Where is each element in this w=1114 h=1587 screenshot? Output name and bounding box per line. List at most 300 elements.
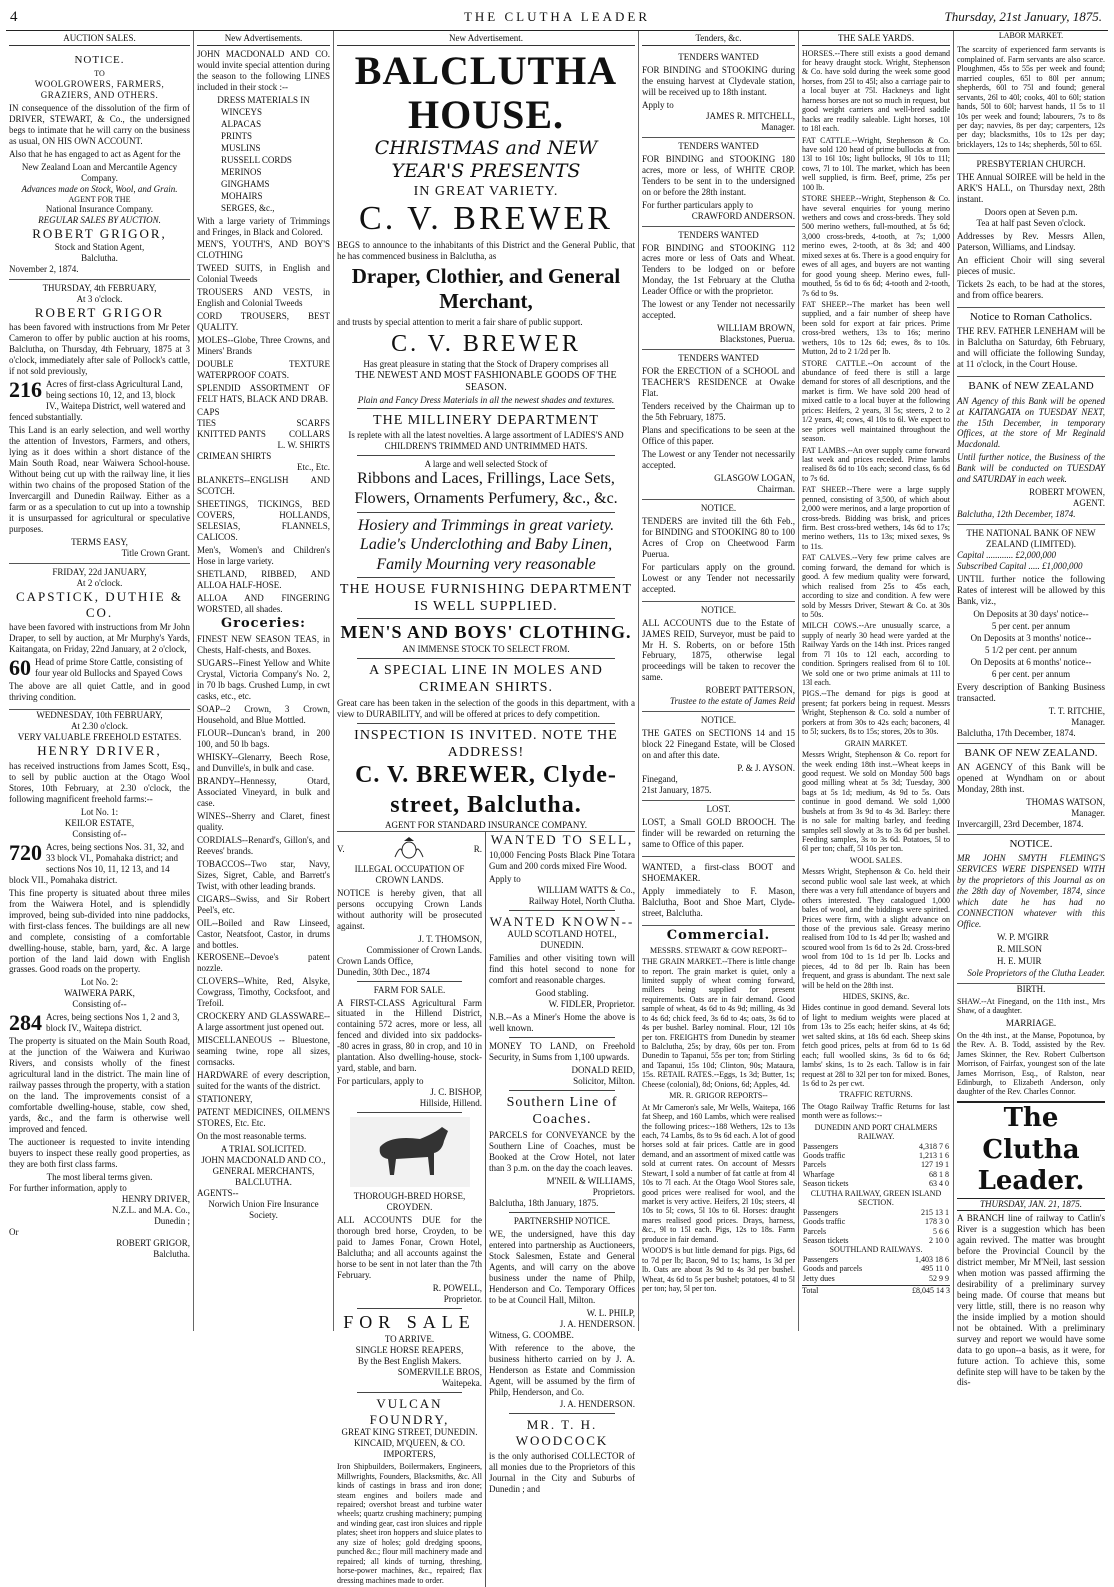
furnishing: THE HOUSE FURNISHING DEPARTMENT IS WELL SUPPLIED. [339, 582, 633, 615]
page-number: 4 [10, 9, 18, 25]
sale-yards-paragraph: FAT CATTLE.--Wright, Stephenson & Co. have sold 120 head of prime bullocks at from 13l to 16l 10s; light bullocks, 9l 10s to 11l; cows, 7l to 10l. The market, which has been well supplied, is firm. Beef, prime, 25s per 100 lb. [802, 135, 950, 192]
sale-yards-paragraph: STORE SHEEP.--Wright, Stephenson & Co. have several enquiries for young merino wethers and cows and cross-breds. They sold 500 merino wethers, full-mouthed, at 5s 6d; 3,000 cross-breds, 4-tooth, at 7s; 1,000 merino ewes, 2-tooth, at 8s 3d; and 400 mixed sexes at 6s. There is a good enquiry for ewes of all ages, and buyers are not wanting for good young sheep. Merino ewes, full-mouthed, 5s 6d to 6s 6d; 4-tooth and 2-tooth, 7s 6d to 9s. [802, 194, 950, 298]
notice-company: New Zealand Loan and Mercantile Agency Company. [21, 161, 178, 183]
moderate-terms: On the most reasonable terms. [197, 1131, 307, 1142]
trimmings: With a large variety of Trimmings and Fringes, in Black and Colored. [197, 215, 330, 237]
brewer-name: C. V. BREWER [359, 200, 613, 238]
report-title: MESSRS. STEWART & GOW REPORT-- [650, 945, 787, 955]
dress-item: MOHAIRS [221, 190, 263, 201]
acres-text: Acres, being sections Nos 1, 2 and 3, block IV., Waitepa district. [46, 1012, 180, 1034]
brewer-body: BEGS to announce to the inhabitants of this District and the General Public, that he has commenced business in Balclutha, as [337, 239, 635, 261]
vulcan-title: VULCAN FOUNDRY, [369, 1395, 450, 1427]
agent1-firm: N.Z.L. and M.A. Co., [112, 1204, 190, 1215]
sale-yards-list [802, 49, 950, 737]
traffic-label: Goods and parcels [803, 1264, 863, 1274]
wanted-body: 10,000 Fencing Posts Black Pine Totara Gum and 200 cords mixed Fire Wood. [489, 849, 635, 871]
wanted-sell: WANTED TO SELL, [490, 831, 634, 847]
bank1-body2: Until further notice, the Business of the Bank will be conducted on TUESDAY and SATURDAY in each week. [957, 452, 1105, 485]
sale-body: has been favored with instructions from Mr Peter Cameron to offer by public auction at his rooms, Balclutha, on Thursday, 4th February, 1875 at 3 o'clock, immediately after sale of Pollock's cattle, if not sold previously, [9, 322, 190, 377]
sale-time: At 3 o'clock. [76, 293, 123, 304]
tender-school [642, 350, 795, 500]
tender-body: FOR BINDING and STOOKING 180 acres, more or less, of WHITE CROP. Tenders to be sent in to the undersigned on or before the 28th instant. [642, 153, 795, 197]
grocery-item: KEROSENE--Devoe's patent nozzle. [197, 952, 330, 974]
hides-title: HIDES, SKINS, &c. [842, 992, 910, 1002]
caps-list [197, 407, 330, 473]
tender-body2: Tenders received by the Chairman up to the 5th February, 1875. [642, 401, 795, 423]
sale-yards-paragraph: HORSES.--There still exists a good demand for heavy draught stock. Wright, Stephenson & Co. have sold during the week some good horses, from 25l to 45l; also a carriage pair to a local buyer at 75l. Hackneys and light harness horses are not so much in request, but good weight carriers and well-bred saddle hacks are readily saleable. Light horses, 10l to 18l each. [802, 48, 950, 134]
column-head: Tenders, &c. [642, 31, 795, 46]
mens-clothing: MEN'S AND BOYS' CLOTHING. [340, 622, 632, 643]
bank2-body: UNTIL further notice the following Rates of interest will be allowed by this Bank, viz., [957, 574, 1105, 607]
known-body: Families and other visiting town will find this hotel second to none for comfort and reasonable charges. [489, 953, 635, 986]
sale-yards-paragraph: MILCH COWS.--Are unusually scarce, a supply of nearly 30 head were yarded at the Railway Yards on the 14th inst. Prices ranged from 7l 10s to 12l each, according to condition. Springers realised from 6l to 10l. We sold one or two prime animals at 11l to 13l each. [802, 621, 950, 688]
caps-row [197, 429, 330, 440]
traffic-amount: 63 4 0 [929, 1179, 949, 1189]
caps-row [197, 451, 330, 462]
wanted-sig2: Railway Hotel, North Clutha. [528, 895, 635, 906]
balclutha-title: BALCLUTHA HOUSE. [354, 47, 618, 137]
coaches-sig2: Proprietors. [592, 1187, 635, 1198]
blankets: BLANKETS--ENGLISH AND SCOTCH. [197, 474, 330, 496]
lot-acres [9, 379, 190, 423]
column-tenders [639, 31, 799, 1331]
underclothing: Ladie's Underclothing and Baby Linen, [359, 536, 613, 554]
notice-body: MR JOHN SMYTH FLEMING'S SERVICES WERE DISPENSED WITH by the proprietors of this Journal as on the 28th day of November, 1874, since which date he has had no CONNECTION whatever with this Office. [957, 853, 1105, 930]
standard-agent: AGENT FOR STANDARD INSURANCE COMPANY. [385, 819, 587, 830]
money-sig: DONALD REID, [571, 1065, 635, 1076]
partnership-title: PARTNERSHIP NOTICE. [513, 1215, 611, 1226]
crest-row [337, 835, 482, 864]
agency: Norwich Union Fire Insurance Society. [208, 1198, 319, 1220]
coaches-title: Southern Line of Coaches. [506, 1095, 618, 1128]
sale-further: For further information, apply to [9, 1182, 127, 1193]
wanted-body: WANTED, a first-class BOOT and SHOEMAKER. [642, 861, 795, 883]
rate-line: On Deposits at 3 months' notice-- [970, 632, 1092, 643]
traffic-row [802, 1151, 950, 1160]
sale-yards-title: THE SALE YARDS. [802, 31, 950, 46]
grocery-item: CIGARS--Swiss, and Sir Robert Peel's, etc. [197, 893, 330, 915]
lot1-acres [9, 839, 190, 886]
issue-date: Thursday, 21st January, 1875. [944, 9, 1102, 24]
dress-item: SERGES, &c., [221, 202, 275, 213]
commercial-heading: Commercial. [666, 927, 771, 943]
acres-number: 284 [9, 1010, 42, 1036]
traffic-label: Parcels [803, 1160, 827, 1170]
sale-yards-paragraph: FAT LAMBS.--An over supply came forward last week and prices receded. Prime lambs realised 8s 6d to 10s each; second class, 6s 6d to 7s 6d. [802, 445, 950, 483]
notice-title: NOTICE. [700, 604, 737, 615]
line3-title: SOUTHLAND RAILWAYS. [829, 1245, 923, 1255]
inspection: INSPECTION IS INVITED. NOTE THE ADDRESS! [354, 728, 618, 761]
notice-gates [642, 712, 795, 801]
lot1-name: KEILOR ESTATE, [64, 817, 135, 828]
macdonald-intro: JOHN MACDONALD AND CO. would invite special attention during the season to the following LINES included in their stock :-- [197, 48, 330, 92]
felt-hats: SPLENDID ASSORTMENT OF FELT HATS, BLACK AND DRAB. [197, 383, 330, 405]
national-bank [957, 525, 1105, 743]
lower-ads-right [486, 832, 635, 1587]
notice-to: TO [94, 69, 105, 79]
traffic-amount: 4,318 7 6 [919, 1141, 949, 1151]
known-sig: W. FIDLER, Proprietor. [548, 999, 635, 1010]
lot2-label: Lot No. 2: [80, 977, 119, 988]
tender-apply: Apply to [642, 99, 674, 110]
sale-yards-paragraph: STORE CATTLE.--On account of the abundance of feed there is still a large demand for stores of all descriptions, and the market is firm. We have sold 200 head of mixed cattle to a local buyer at the following prices: Heifers, 2 years, 3l 5s; steers, 2 to 2 1/2 years, 4l; cows, 4l 10s to 6l. We expect to see prices well maintained throughout the season. [802, 358, 950, 444]
grocery-item: SUGARS--Finest Yellow and White Crystal, Victoria Company's No. 2, in 70 lb bags. Crushed Lump, in cwt casks, etc., etc. [197, 658, 330, 702]
rate-line: 6 per cent. per annum [991, 668, 1071, 679]
proprietor-name: W. P. M'GIRR [997, 932, 1049, 943]
notice-body2: Also that he has engaged to act as Agent for the [9, 148, 181, 159]
grocery-item: TOBACCOS--Two star, Navy, Sizes, Sigret, Cable, and Barrett's Twist, with other leading brands. [197, 858, 330, 891]
bank2-date: Balclutha, 17th December, 1874. [957, 727, 1076, 738]
grain-title: GRAIN MARKET. [844, 738, 908, 748]
notice-regular: REGULAR SALES BY AUCTION. [38, 214, 161, 225]
horse-icon [350, 1117, 470, 1187]
presby-choir: An efficient Choir will sing several pieces of music. [957, 255, 1105, 276]
notice-insurance: National Insurance Company. [45, 203, 154, 214]
notice-date: 21st January, 1875. [642, 785, 712, 796]
traffic-label: Season tickets [803, 1179, 849, 1189]
partnership-sig2: J. A. HENDERSON. [559, 1318, 635, 1329]
sale-yards-paragraph: FAT CALVES.--Very few prime calves are coming forward, the demand for which is good. A few medium quality were forward, which realised from 25s to 45s each, according to size and condition. A few were sold by Messrs Driver, Stewart & Co. at 30s to 50s. [802, 553, 950, 619]
sale-scott [9, 710, 190, 1259]
macdonald-place: BALCLUTHA. [235, 1176, 292, 1187]
millinery: THE MILLINERY DEPARTMENT [373, 413, 599, 429]
traffic-total-label: Total [802, 1286, 819, 1296]
money-sig2: Solicitor, Milton. [573, 1076, 635, 1087]
traffic-label: Season tickets [803, 1235, 849, 1245]
tender-oats [642, 227, 795, 351]
bank1-role: AGENT. [1072, 498, 1105, 509]
sale-body2: The above are all quiet Cattle, and in good thriving condition. [9, 681, 190, 703]
trade-body: and trusts by special attention to merit a fair share of public support. [337, 316, 583, 327]
tender-body: FOR BINDING and STOOKING 112 acres more or less of Oats and Wheat. Tenders to be lodged on or before Monday, the 1st February at the Clutha Leader Office or with the proprietor. [642, 242, 795, 297]
auctioneer-name: HENRY DRIVER, [37, 743, 162, 759]
tender-sig2: Blackstones, Puerua. [719, 334, 795, 345]
grocery-item: MISCELLANEOUS -- Bluestone, seaming twine, rope all sizes, cornsacks. [197, 1035, 330, 1068]
royal-crest-icon [392, 835, 426, 864]
grain-body: Messrs Wright, Stephenson & Co. report for the week ending 18th inst.--Wheat keeps in good request. We sold on Monday 500 bags good milling wheat at 5s 3d; Tuesday, 300 bags at 5s 1d; medium, 4s 9d to 5s. Oats continue in good demand. We sold 1,000 bushels at from 3s 9d to 4s 3d. Barley: there is no sale for malting barley, and feeding samples sell slowly at 3s to 3s 6d per bushel. Feeding samples, 3s to 3s 6d. Potatoes, 5l to 6l per ton; chaff, 5l 10s per ton. [802, 750, 950, 854]
bank3-date: Invercargill, 23rd December, 1874. [957, 818, 1084, 829]
sale-invite: The auctioneer is requested to invite intending buyers to inspect these really good properties, as they are both first class farms. [9, 1137, 190, 1170]
agent1-place: Dunedin ; [154, 1215, 190, 1226]
traffic-table-1 [802, 1142, 950, 1189]
traffic-row [802, 1170, 950, 1179]
dress-heading: DRESS MATERIALS IN [217, 94, 310, 105]
lot-cattle [9, 657, 190, 679]
plain-fancy: Plain and Fancy Dress Materials in all the newest shades and textures. [357, 394, 615, 405]
grocery-item: BRANDY--Hennessy, Otard, Associated Vineyard, in bulk and case. [197, 775, 330, 808]
notice-body: TENDERS are invited till the 6th Feb., for BINDING and STOOKING 80 to 100 Acres of Crop on Cheetwood Farm Puerua. [642, 515, 795, 559]
waterproof: DOUBLE TEXTURE WATERPROOF COATS. [197, 359, 330, 381]
grocery-item: STATIONERY, [197, 1094, 253, 1105]
clothing: MEN'S, YOUTH'S, AND BOY'S CLOTHING [197, 239, 330, 261]
notice-role: Stock and Station Agent, [54, 241, 145, 252]
traffic-table-3 [802, 1255, 950, 1283]
vulcan-role: IMPORTERS, [383, 1449, 436, 1460]
tender-sig: CRAWFORD ANDERSON. [691, 210, 795, 221]
pigs-report: WOOD'S is but little demand for pigs. Pigs, 6d to 7d per lb; Bacon, 9d to 1s; hams, 1s 3d per lb. Oats are about 3s 9d to 4s 3d per bushel. Wheat, 4s 6d to 5s per bushel; potatoes, 4l to 5l per ton; hay, 5l per ton. [642, 1246, 795, 1293]
mourning: Family Mourning very reasonable [376, 555, 596, 573]
traffic-row [802, 1179, 950, 1188]
paper-title: THE CLUTHA LEADER [463, 9, 651, 24]
tender-title: TENDERS WANTED [678, 229, 759, 240]
occupation-date: Dunedin, 30th Dec., 1874 [337, 966, 430, 977]
sale-yards-paragraph: PIGS.--The demand for pigs is good at present; fat porkers being in request. Messrs Wright, Stephenson & Co. sold a number of porkers at from 30s to 42s each; baconers, 4l to 5l; suckers, 8s to 15s; stores, 20s to 30s. [802, 689, 950, 737]
lot1-consisting: Consisting of-- [72, 828, 127, 839]
tender-sig2: Chairman. [757, 483, 795, 494]
rate-line: 5 per cent. per annum [991, 620, 1071, 631]
money-to-land: MONEY TO LAND, on Freehold Security, in Sums from 1,100 upwards. [489, 1041, 635, 1063]
occupation-body: NOTICE is hereby given, that all persons occupying Crown Lands without authority will be prosecuted against. [337, 887, 482, 931]
notice-sig2: Trustee to the estate of James Reid [670, 696, 795, 707]
notice-sigs [957, 932, 1105, 967]
notice-addressee: WOOLGROWERS, FARMERS, GRAZIERS, AND OTHERS. [34, 78, 165, 100]
column-head: New Advertisement. [337, 31, 635, 46]
traffic-table-2 [802, 1208, 950, 1246]
cord-trousers: CORD TROUSERS, BEST QUALITY. [197, 311, 330, 333]
notice-body: IN consequence of the dissolution of the firm of DRIVER, STEWART, & Co., the undersigned begs to intimate that he will carry on the business as usual, ON HIS OWN ACCOUNT. [9, 102, 190, 146]
grocery-item: CORDIALS--Renard's, Gillon's, and Reeves' brands. [197, 834, 330, 856]
bank3-role: Manager. [1071, 807, 1105, 818]
bank-nz-kaitangata [957, 377, 1105, 525]
line1-title: DUNEDIN AND PORT CHALMERS RAILWAY. [814, 1122, 938, 1142]
moles-body: Great care has been taken in the selection of the goods in this department, with a view to DURABILITY, and will be offered at prices to defy competition. [337, 698, 635, 720]
notice-title: NOTICE. [74, 53, 125, 66]
clyde-street: C. V. BREWER, Clyde-street, Balclutha. [355, 762, 617, 818]
dress-item: RUSSELL CORDS [221, 154, 292, 165]
farm-body: A FIRST-CLASS Agricultural Farm situated in the Hillend District, containing 572 acres, more or less, all fenced and divided into six paddocks--80 acres in grass, 80 in crop, and 10 in plantation. Also dwelling-house, stock-yard, stable, and barn. [337, 997, 482, 1074]
sale-date: FRIDAY, 22d JANUARY, [52, 566, 147, 577]
tender-lowest: The Lowest or any Tender not necessarily accepted. [642, 448, 795, 470]
grocery-item: CROCKERY AND GLASSWARE--A large assortment just opened out. [197, 1011, 330, 1033]
known-nb: N.B.--As a Miner's Home the above is well known. [489, 1012, 635, 1034]
notice-advances: Advances made on Stock, Wool, and Grain. [21, 183, 178, 194]
coaches-body: PARCELS for CONVEYANCE by the Southern Line of Coaches, must be Booked at the Crow Hotel, not later than 3 p.m. on the day the coach leaves. [489, 1130, 635, 1174]
birth-body: SHAW.--At Finegand, on the 11th inst., Mrs Shaw, of a daughter. [957, 996, 1105, 1016]
head-number: 60 [9, 655, 31, 681]
catholic-title: Notice to Roman Catholics. [969, 310, 1093, 323]
auctioneer-name: ROBERT GRIGOR [34, 304, 165, 320]
traffic-row [802, 1142, 950, 1151]
fleming-notice [957, 835, 1105, 984]
acres-number: 216 [9, 377, 42, 403]
stock: Has great pleasure in stating that the Stock of Drapery comprises all [363, 359, 609, 370]
groceries-heading: Groceries: [221, 616, 306, 632]
sale-title: Title Crown Grant. [121, 547, 190, 558]
bank1-body: AN Agency of this Bank will be opened at KAITANGATA on TUESDAY NEXT, the 15th December, in temporary Offices, at the store of Mr Reginald Macdonald. [957, 395, 1105, 450]
traffic-label: Passengers [803, 1254, 839, 1264]
presby-title: PRESBYTERIAN CHURCH. [976, 159, 1086, 170]
lot2-name: WAIWERA PARK, [64, 988, 135, 999]
dress-item: WINCEYS [221, 106, 262, 117]
coaches-date: Balclutha, 18th January, 1875. [489, 1198, 599, 1208]
moles-crimean: A SPECIAL LINE IN MOLES AND CRIMEAN SHIRTS. [369, 663, 603, 696]
grigor-report: At Mr Cameron's sale, Mr Wells, Waitepa, 166 fat Sheep, and 160 Lambs, which were realised the following prices:--188 Wethers, 12s to 13s each, 74 Lambs, 8s to 9s 6d each. A lot of good horses sold at fair prices. Cattle are in good demand, and an assortment of mixed cattle was sold at current rates. On account of Messrs Stewart, I sold a number of fat cattle at from 4l 10s to 7l each. At the Otago Wool Stores sale, good prices were realised for wool, and the market is very active. Heifers, 2l 10s; steers, 4l 10s to 5l; cows, 5l 10s to 6l. Horses: draught mares realised good prices. Drays, harness, &c., 9l to 15l each. Pigs, 12s to 18s. Farm produce in fair demand. [642, 1102, 795, 1244]
lost-body: LOST, a Small GOLD BROOCH. The finder will be rewarded on returning the same to Office of this paper. [642, 817, 795, 849]
sale-body: have been favored with instructions from Mr John Draper, to sell by auction, at Mr Murphy's Yards, Kaitangata, on Friday, 22nd January, at 2 o'clock, [9, 622, 190, 655]
trousers: TROUSERS AND VESTS, in English and Colonial Tweeds [197, 287, 330, 309]
dress-item: PRINTS [221, 130, 253, 141]
proprietor-name: H. E. MUIR [997, 956, 1042, 966]
immense-stock: AN IMMENSE STOCK TO SELECT FROM. [402, 644, 570, 655]
catholic-ad [957, 308, 1105, 377]
tender-body: FOR the ERECTION of a SCHOOL and TEACHER'S RESIDENCE at Owake Flat. [642, 366, 795, 399]
traffic-row [802, 1227, 950, 1236]
traffic-row [802, 1236, 950, 1245]
column-notices [954, 31, 1108, 1388]
notice-body: ALL ACCOUNTS due to the Estate of JAMES REID, Surveyor, must be paid to Mr H. S. Roberts, on or before 15th February, 1875, otherwise legal proceedings will be taken to recover the same. [642, 617, 795, 683]
hose: Men's, Women's and Children's Hose in large variety. [197, 544, 330, 566]
occupation-sig2: Commissioner of Crown Lands. [366, 944, 482, 955]
birth-title: BIRTH. [1016, 983, 1046, 994]
wool-body: Messrs Wright, Stephenson & Co. held their second public wool sale last week, at which there was a very full attendance of buyers and others interested. They catalogued 1,000 bales of wool, and the biddings were spirited. Prices were firm, with a slight advance on those of the previous sale. Greasy merino realised from 10d to 1s 4d per lb; washed and scoured wool from 1s 6d to 2s 2d. Cross-bred wool from 10d to 1s 1d per lb. Locks and pieces, 4d to 8d per lb. Rain has been frequent, and grass is abundant. The next sale will be held on the 28th inst. [802, 867, 950, 990]
dress-item: GINGHAMS [221, 178, 270, 189]
notice-cheetwood [642, 500, 795, 602]
notice-ad [9, 49, 190, 280]
for-sale: FOR SALE [343, 1311, 476, 1332]
woodcock-title: MR. T. H. WOODCOCK [515, 1417, 609, 1449]
dress-item: ALPACAS [221, 118, 262, 129]
traffic-amount: 215 13 1 [921, 1207, 949, 1217]
wanted-shoemaker [642, 857, 795, 926]
sale-date: WEDNESDAY, 10th FEBRUARY, [36, 710, 163, 721]
grocery-item: FLOUR--Duncan's brand, in 200 100, and 50 lb bags. [197, 728, 330, 750]
bank3-title: BANK OF NEW ZEALAND. [964, 746, 1098, 759]
caps-item: TIES [197, 418, 216, 428]
coaches-sig: M'NEIL & WILLIAMS, [546, 1176, 635, 1187]
trial: A TRIAL SOLICITED. [220, 1143, 307, 1154]
bank2-capital: Capital ............ £2,000,000 [957, 550, 1057, 561]
traffic-amount: 5 6 6 [933, 1226, 949, 1236]
lower-ads [337, 831, 635, 1587]
lot1-label: Lot No. 1: [80, 806, 119, 817]
caps-item: CRIMEAN SHIRTS [197, 450, 272, 461]
traffic-label: Goods traffic [803, 1217, 846, 1227]
grocery-item: CLOVERS--White, Red, Alsyke, Cowgrass, Timothy, Cocksfoot, and Trefoil. [197, 976, 330, 1009]
lot2-description: The property is situated on the Main South Road, at the junction of the Waiwera and Kuriwao Rivers, and consists wholly of the finest agricultural land in the district. The main line of railway passes through the property, with a station on the land. The improvements consist of a comfortable dwelling-house, stable, cow shed, yards, &c., and the farm is otherwise well improved and fenced. [9, 1036, 190, 1135]
tender-sig2: Manager. [761, 121, 795, 132]
grocery-item: HARDWARE of every description, suited for the wants of the district. [197, 1070, 330, 1092]
tender-sig: WILLIAM BROWN, [717, 323, 795, 334]
vulcan-address: GREAT KING STREET, DUNEDIN. [341, 1427, 478, 1438]
tender-body3: Plans and specifications to be seen at the Office of this paper. [642, 425, 795, 446]
acres-text: Acres, being sections Nos. 31, 32, and 33 block VI., Pomahaka district; and sections Nos 10, 11, 12 13, and 14 block VII., Pomahaka district. [9, 841, 184, 885]
acres-text: Acres of first-class Agricultural Land, being sections 10, 12, and 13, block IV., Waitepa District, well watered and fenced substantially. [9, 379, 186, 423]
sale-time: At 2.30 o'clock. [70, 721, 129, 732]
reapers: SINGLE HORSE REAPERS, [355, 1344, 464, 1355]
notice-title: NOTICE. [700, 715, 737, 726]
traffic-amount: 52 9 9 [929, 1273, 949, 1283]
bank2-subscribed: Subscribed Capital ..... £1,000,000 [957, 561, 1083, 572]
caps-item: KNITTED PANTS [197, 428, 266, 439]
reaper-sig2: Waitepeka. [441, 1377, 482, 1388]
proprietor-name: R. MILSON [997, 944, 1043, 955]
caps-row [197, 462, 330, 473]
notice-date: November 2, 1874. [9, 263, 79, 274]
bank-nz-wyndham [957, 744, 1105, 835]
traffic-label: Passengers [803, 1141, 839, 1151]
brewer-name-2: C. V. BREWER [391, 330, 581, 357]
wanted-apply: Apply to [489, 873, 521, 884]
traffic-amount: 1,403 18 6 [915, 1254, 949, 1264]
tender-sig: JAMES R. MITCHELL, [705, 110, 795, 121]
sale-or: Or [9, 1226, 19, 1237]
acres-number: 720 [9, 839, 42, 865]
traffic-label: Passengers [803, 1207, 839, 1217]
grocery-list [197, 634, 330, 1129]
tender-white-crop [642, 138, 795, 227]
line2-title: CLUTHA RAILWAY, GREEN ISLAND SECTION. [810, 1188, 942, 1208]
grocery-item: FINEST NEW SEASON TEAS, in Chests, Half-chests, and Boxes. [197, 634, 330, 656]
tender-clydevale [642, 49, 795, 138]
tender-body: FOR BINDING and STOOKING during the ensuing harvest at Clydevale station, will be received up to 18th instant. [642, 64, 795, 97]
presby-address: Addresses by Rev. Messrs Allen, Paterson, Williams, and Lindsay. [957, 231, 1105, 253]
millinery-body: Is replete with all the latest novelties. A large assortment of LADIES'S AND CHILDREN'S TRIMMED AND UNTRIMMED HATS. [348, 429, 624, 451]
traffic-total: £8,045 14 3 [912, 1286, 950, 1296]
woodcock-body: is the only authorised COLLECTOR of all monies due to the Proprietors of this Journal in the City and Suburbs of Dunedin ; and [489, 1451, 635, 1495]
caps-item: CAPS [197, 407, 220, 418]
traffic-amount: 127 19 1 [921, 1160, 949, 1170]
traffic-row [802, 1217, 950, 1226]
notice-body: THE GATES on SECTIONS 14 and 15 block 22 Finegand Estate, will be Closed on and after this date. [642, 728, 795, 761]
horse-body: ALL ACCOUNTS DUE for the thorough bred horse, Croyden, to be paid to James Fonar, Crown Hotel, Balclutha; and all accounts against the horse to be sent in not later than the 7th February. [337, 1215, 482, 1280]
hosiery: Hosiery and Trimmings in great variety. [357, 516, 615, 534]
traffic-label: Goods traffic [803, 1151, 846, 1161]
reaper-sig: SOMERVILLE BROS, [397, 1366, 482, 1377]
bank2-title: THE NATIONAL BANK OF NEW ZEALAND (LIMITED). [966, 528, 1096, 550]
auctioneer-name: CAPSTICK, DUTHIE & CO. [15, 588, 184, 620]
agent1-name: HENRY DRIVER, [121, 1193, 190, 1204]
traffic-label: Wharfage [803, 1169, 835, 1179]
traffic-row [802, 1160, 950, 1169]
stabling: Good stabling. [535, 988, 589, 999]
tender-lowest: The lowest or any Tender not necessarily accepted. [642, 299, 795, 321]
presby-tickets: Tickets 2s each, to be had at the stores, and from office bearers. [957, 278, 1105, 300]
selected-stock: A large and well selected Stock of [424, 458, 548, 469]
caps-item: COLLARS [288, 428, 330, 439]
to-arrive: TO ARRIVE. [384, 1333, 435, 1344]
macdonald-role: GENERAL MERCHANTS, [212, 1165, 315, 1176]
known-title: AULD SCOTLAND HOTEL, DUNEDIN. [507, 929, 617, 951]
notice-title: NOTICE. [700, 502, 737, 513]
bank2-sig: T. T. RITCHIE, [1048, 705, 1105, 716]
sale-date: THURSDAY, 4th FEBRUARY, [42, 282, 157, 293]
notice-place: Finegand, [642, 774, 678, 785]
traffic-amount: 178 3 0 [925, 1217, 949, 1227]
ribbons: Ribbons and Laces, Frillings, Lace Sets, Flowers, Ornaments Perfumery, &c., &c. [354, 470, 618, 507]
bank1-sig: ROBERT M'OWEN, [1029, 487, 1105, 498]
tender-apply: For further particulars apply to [642, 199, 753, 210]
grigor-title: MR. R. GRIGOR REPORTS-- [669, 1091, 768, 1101]
alloa: ALLOA AND FINGERING WORSTED, all shades. [197, 592, 330, 614]
tweed-suits: TWEED SUITS, in English and Colonial Tweeds [197, 263, 330, 285]
rate-line: 5 1/2 per cent. per annum [985, 644, 1077, 655]
occupation-sig: J. T. THOMSON, [418, 933, 482, 944]
catholic-body: THE REV. FATHER LENEHAM will be in Balclutha on Saturday, 6th February, and will officiate the following Sunday, at 11 o'clock, in the Court House. [957, 326, 1105, 370]
labor-body: The scarcity of experienced farm servants is complained of. Farm servants are also scarce. Ploughmen, 45s to 55s per week and found; married couples, 65l to 80l per annum; shepherds, 60l to 75l and found; general servants, 26l to 40l; cooks, 40l to 60l; station hands, 50l to 60l; harvest hands, 1l 5s to 1l 10s per week and found; labourers, 7s to 8s per day; navvies, 8s per day; carpenters, 12s per day; blacksmiths, 10s to 12s per day; bricklayers, 12s to 14s; shepherds, 50l to 65l. [957, 42, 1105, 154]
sale-body2: This Land is an early selection, and well worthy the attention of Investors, Farmers, and others, lying as it does within a short distance of the Main South Road, near Waiwera School-house. Without being cut up with the railway line, it lies within two chains of the proposed Station of the Invercargill and Dunedin Railway. Either as a farm or as a speculation to cut up into a township it is unsurpassed for agricultural or speculative purposes. [9, 425, 190, 534]
marriage-body: On the 4th inst., at the Manse, Popotunoa, by the Rev. A. B. Todd, assisted by the Rev. James Skinner, the Rev. Robert Culbertson Morrison, of Fairfax, youngest son of the late James Morrison, Esq., of Ralston, near Edinburgh, to Elizabeth Anderson, only daughter of the Rev. Charles Connor. [957, 1030, 1105, 1097]
farm-title: FARM FOR SALE. [373, 984, 446, 995]
traffic-title: TRAFFIC RETURNS. [839, 1090, 913, 1100]
moles: MOLES--Globe, Three Crowns, and Miners' Brands [197, 335, 330, 357]
partnership-body2: With reference to the above, the business hitherto carried on by J. A. Henderson as Estate and Commission Agent, will be assumed by the firm of Philp, Henderson, and Co. [489, 1342, 635, 1397]
occupation-title: ILLEGAL OCCUPATION OF CROWN LANDS. [354, 863, 465, 885]
caps-row [197, 418, 330, 429]
tender-sig: GLASGOW LOGAN, [714, 472, 795, 483]
macdonald-sig: JOHN MACDONALD AND CO., [201, 1154, 326, 1165]
wool-title: WOOL SALES. [849, 855, 903, 865]
traffic-row [802, 1208, 950, 1217]
